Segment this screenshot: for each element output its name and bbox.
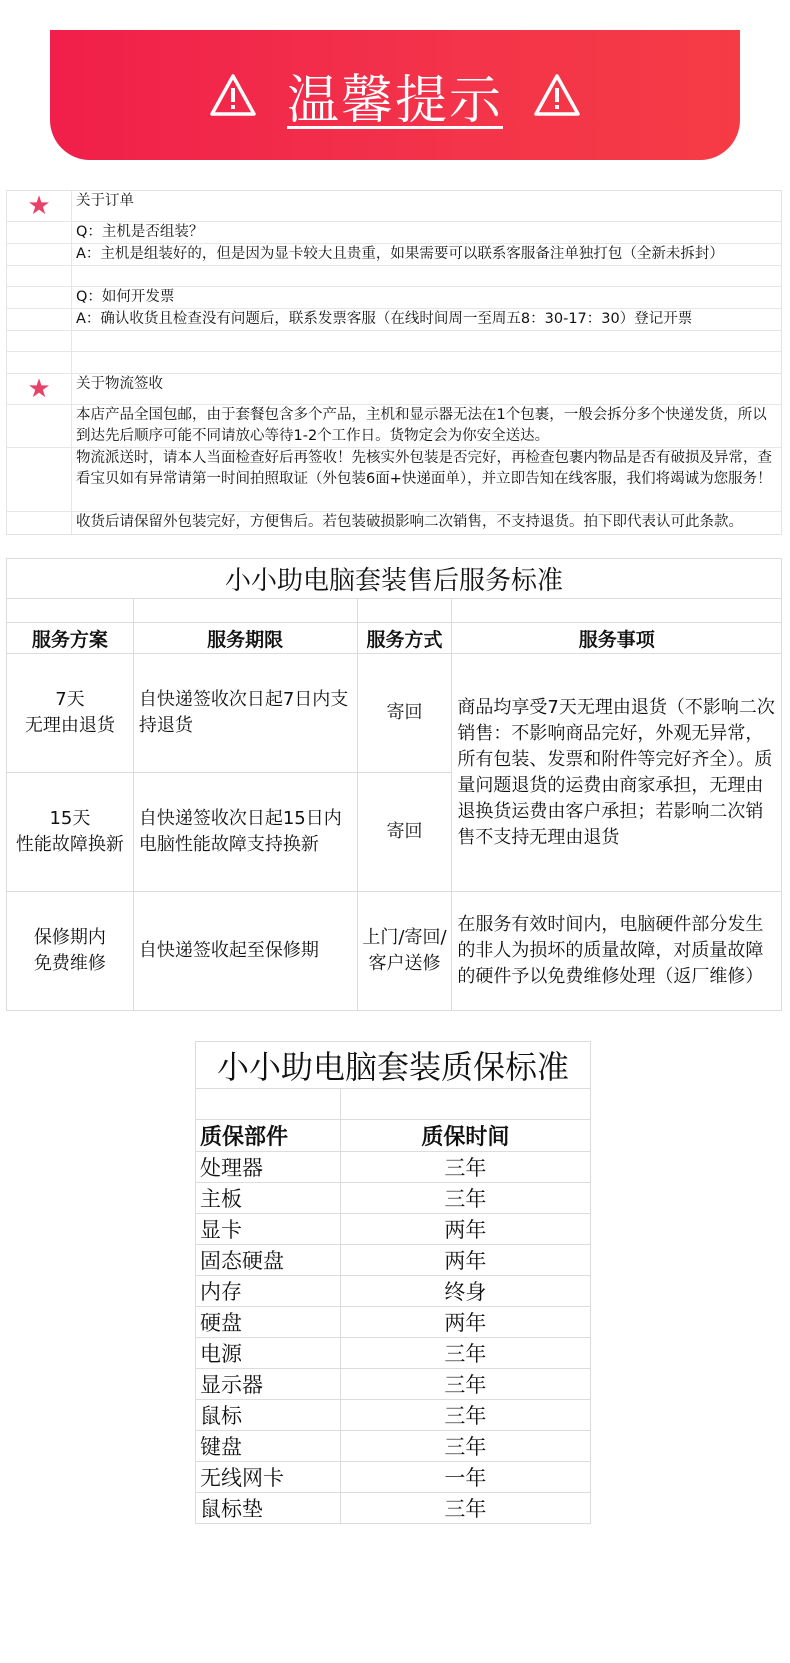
service-period: 自快递签收次日起15日内电脑性能故障支持换新 [133, 773, 357, 892]
service-method: 上门/寄回/客户送修 [357, 892, 452, 1011]
order-q2: Q：如何开发票 [76, 289, 175, 305]
table-row [196, 1245, 591, 1276]
service-title: 小小助电脑套装售后服务标准 [7, 559, 782, 599]
warranty-part: 键盘 [196, 1431, 341, 1462]
warranty-part: 鼠标垫 [196, 1493, 341, 1524]
warranty-part: 处理器 [196, 1152, 341, 1183]
service-header: 服务方案 [7, 623, 134, 654]
service-method: 寄回 [357, 654, 452, 773]
service-plan: 性能故障换新 [15, 834, 124, 855]
logistics-p3: 收货后请保留外包装完好，方便售后。若包装破损影响二次销售，不支持退货。拍下即代表认可此条款。 [76, 514, 743, 530]
service-detail: 在服务有效时间内，电脑硬件部分发生的非人为损坏的质量故障，对质量故障的硬件予以免费维修处理（返厂维修） [452, 892, 782, 1011]
service-plan: 保修期内 [33, 927, 106, 948]
warning-icon [209, 73, 257, 117]
warranty-period: 三年 [340, 1493, 590, 1524]
warranty-period: 三年 [340, 1369, 590, 1400]
table-row [196, 1307, 591, 1338]
service-plan: 15天 [49, 808, 91, 829]
service-period: 自快递签收起至保修期 [133, 892, 357, 1011]
table-row [196, 1369, 591, 1400]
order-heading: 关于订单 [76, 193, 134, 209]
service-plan: 免费维修 [33, 953, 106, 974]
service-detail: 商品均享受7天无理由退货（不影响二次销售：不影响商品完好，外观无异常，所有包装、发票和附件等完好齐全）。质量问题退货的运费由商家承担，无理由退换货运费由客户承担；若影响二次销售不支持无理由退货 [452, 654, 782, 892]
warranty-part: 固态硬盘 [196, 1245, 341, 1276]
warranty-period: 两年 [340, 1214, 590, 1245]
warranty-period: 三年 [340, 1400, 590, 1431]
warranty-header: 质保部件 [196, 1120, 341, 1152]
logistics-heading: 关于物流签收 [76, 376, 163, 392]
warranty-period: 三年 [340, 1183, 590, 1214]
warranty-part: 电源 [196, 1338, 341, 1369]
warranty-part: 主板 [196, 1183, 341, 1214]
warning-icon [533, 73, 581, 117]
warranty-period: 两年 [340, 1307, 590, 1338]
table-row [196, 1462, 591, 1493]
service-method: 寄回 [357, 773, 452, 892]
service-header: 服务方式 [357, 623, 452, 654]
warranty-part: 硬盘 [196, 1307, 341, 1338]
warranty-part: 内存 [196, 1276, 341, 1307]
warranty-part: 鼠标 [196, 1400, 341, 1431]
table-row [196, 1276, 591, 1307]
service-plan: 7天 [55, 689, 85, 710]
warranty-title: 小小助电脑套装质保标准 [196, 1042, 591, 1089]
order-a2: A：确认收货且检查没有问题后，联系发票客服（在线时间周一至周五8：30-17：30）登记开票 [76, 311, 693, 327]
warranty-part: 显卡 [196, 1214, 341, 1245]
warranty-period: 三年 [340, 1152, 590, 1183]
warranty-part: 无线网卡 [196, 1462, 341, 1493]
warranty-period: 终身 [340, 1276, 590, 1307]
star-icon: ★ [27, 374, 51, 404]
service-table [6, 558, 782, 1011]
logistics-p1: 本店产品全国包邮，由于套餐包含多个产品，主机和显示器无法在1个包裹，一般会拆分多个快递发货，所以到达先后顺序可能不同请放心等待1-2个工作日。货物定会为你安全送达。 [76, 407, 767, 444]
table-row [196, 1431, 591, 1462]
order-a1: A：主机是组装好的，但是因为显卡较大且贵重，如果需要可以联系客服备注单独打包（全新未拆封） [76, 246, 724, 262]
table-row [196, 1338, 591, 1369]
warranty-part: 显示器 [196, 1369, 341, 1400]
service-header: 服务事项 [452, 623, 782, 654]
service-period: 自快递签收次日起7日内支持退货 [133, 654, 357, 773]
warning-banner [50, 30, 740, 160]
table-row [196, 1214, 591, 1245]
service-header: 服务期限 [133, 623, 357, 654]
table-row [196, 1493, 591, 1524]
table-row [196, 1183, 591, 1214]
warranty-period: 两年 [340, 1245, 590, 1276]
warranty-period: 三年 [340, 1338, 590, 1369]
warranty-header: 质保时间 [340, 1120, 590, 1152]
table-row [196, 1152, 591, 1183]
warranty-period: 三年 [340, 1431, 590, 1462]
warranty-table [195, 1041, 591, 1524]
notes-section [6, 190, 782, 535]
table-row [7, 654, 782, 773]
order-q1: Q：主机是否组装？ [76, 224, 204, 240]
banner-title: 温馨提示 [286, 70, 503, 131]
logistics-p2: 物流派送时，请本人当面检查好后再签收！先核实外包装是否完好，再检查包裹内物品是否有破损及异常，查看宝贝如有异常请第一时间拍照取证（外包装6面+快递面单），并立即告知在线客服，我们将竭诚为您服务！ [76, 450, 772, 487]
table-row [196, 1400, 591, 1431]
warranty-period: 一年 [340, 1462, 590, 1493]
star-icon: ★ [27, 191, 51, 221]
table-row [7, 892, 782, 1011]
service-plan: 无理由退货 [24, 715, 115, 736]
